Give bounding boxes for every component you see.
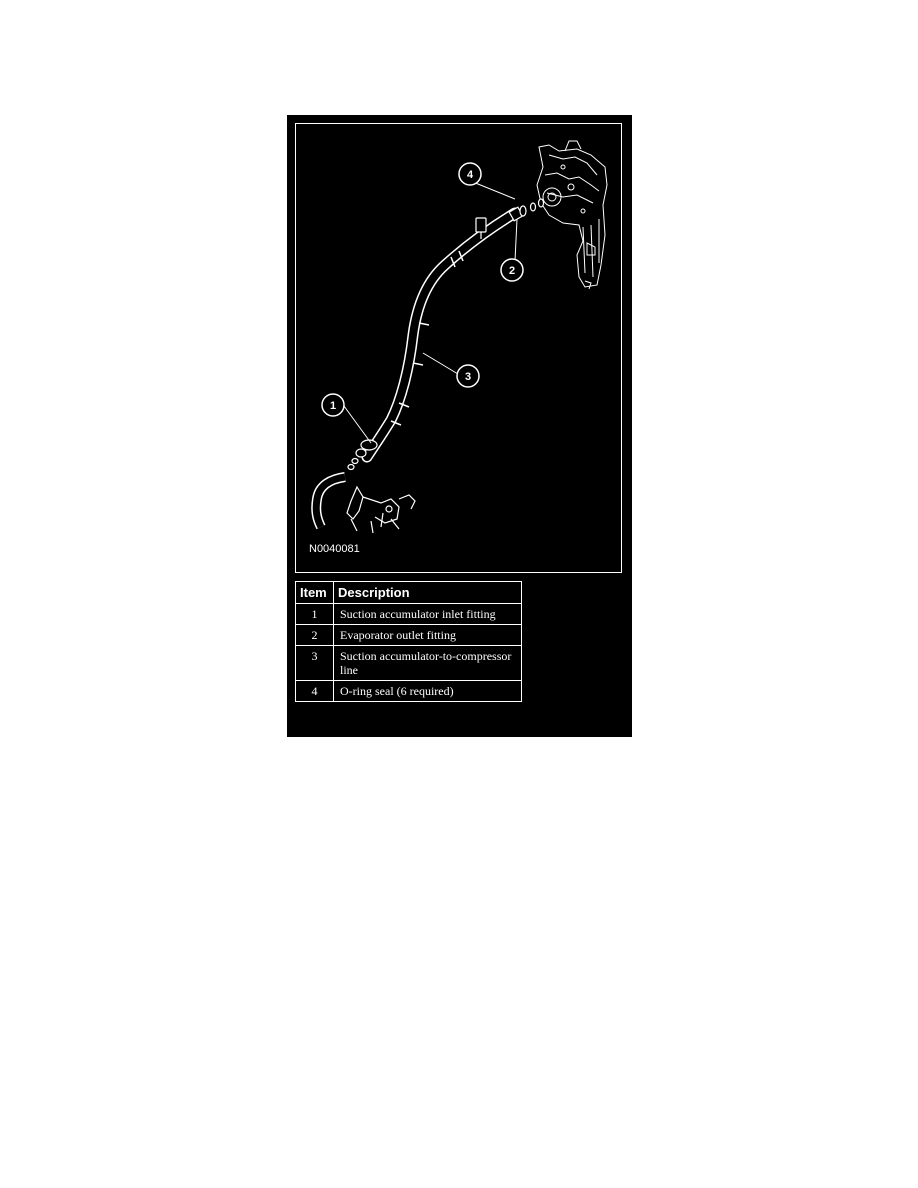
legend-item-description: Suction accumulator-to-compressor line: [334, 646, 522, 681]
accumulator-assembly: [316, 477, 415, 533]
legend-item-description: Suction accumulator inlet fitting: [334, 604, 522, 625]
legend-item-description: Evaporator outlet fitting: [334, 625, 522, 646]
callout-3: [457, 365, 479, 387]
callout-1-number: 1: [329, 400, 337, 412]
evaporator-outlet-fitting: [509, 199, 543, 221]
callout-4-leader: [473, 182, 515, 199]
legend-header-row: [296, 582, 522, 604]
callout-4: [459, 163, 481, 185]
callout-3-number: 3: [464, 371, 472, 383]
callout-1-leader: [344, 406, 371, 443]
table-row: [296, 646, 522, 681]
ac-line-diagram: [287, 115, 632, 585]
legend-item-number: 3: [296, 646, 334, 681]
legend-item-number: 2: [296, 625, 334, 646]
callout-3-leader: [423, 353, 458, 374]
legend-header-item: Item: [296, 582, 334, 604]
legend-item-number: 4: [296, 681, 334, 702]
figure-code: N0040081: [309, 543, 360, 555]
legend-table: [295, 581, 522, 702]
callout-2-number: 2: [508, 265, 516, 277]
callout-2: [501, 259, 523, 281]
table-row: [296, 625, 522, 646]
callout-1: [322, 394, 344, 416]
legend-header-description: Description: [334, 582, 522, 604]
table-row: [296, 681, 522, 702]
figure-panel: [287, 115, 632, 737]
legend-item-description: O-ring seal (6 required): [334, 681, 522, 702]
callout-2-leader: [515, 219, 517, 261]
table-row: [296, 604, 522, 625]
suction-line: [367, 213, 515, 457]
legend-item-number: 1: [296, 604, 334, 625]
evaporator-housing: [537, 141, 607, 289]
callout-4-number: 4: [466, 169, 474, 181]
